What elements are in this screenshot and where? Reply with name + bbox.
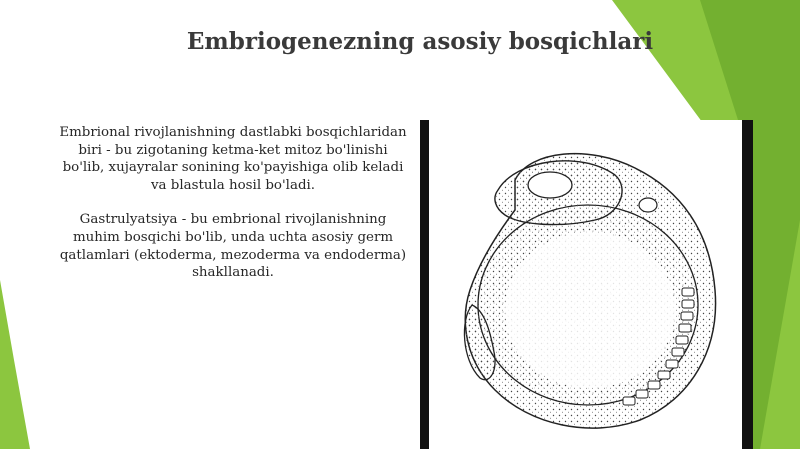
paragraph-gastrulation: Gastrulyatsiya - bu embrional rivojlanishning muhim bosqichi bo'lib, unda uchta asosiy germ qatlamlari (ektoderma, mezoderma va endoderma) shakllanadi. [59,212,407,281]
otic-vesicle [639,198,657,212]
figure-frame-right [742,120,753,449]
slide-body [58,124,408,299]
embryo-illustration [420,120,753,449]
slide-title: Embriogenezning asosiy bosqichlari [186,28,654,55]
figure-frame-left [420,120,429,449]
brain-vesicle [528,172,572,198]
yolk-center [505,232,675,388]
green-shard-left [0,280,30,449]
paragraph-cleavage: Embrional rivojlanishning dastlabki bosqichlaridan biri - bu zigotaning ketma-ket mitoz bo'linishi bo'lib, xujayralar sonining ko'payishiga olib keladi va blastula hosil bo'ladi. [59,125,407,193]
